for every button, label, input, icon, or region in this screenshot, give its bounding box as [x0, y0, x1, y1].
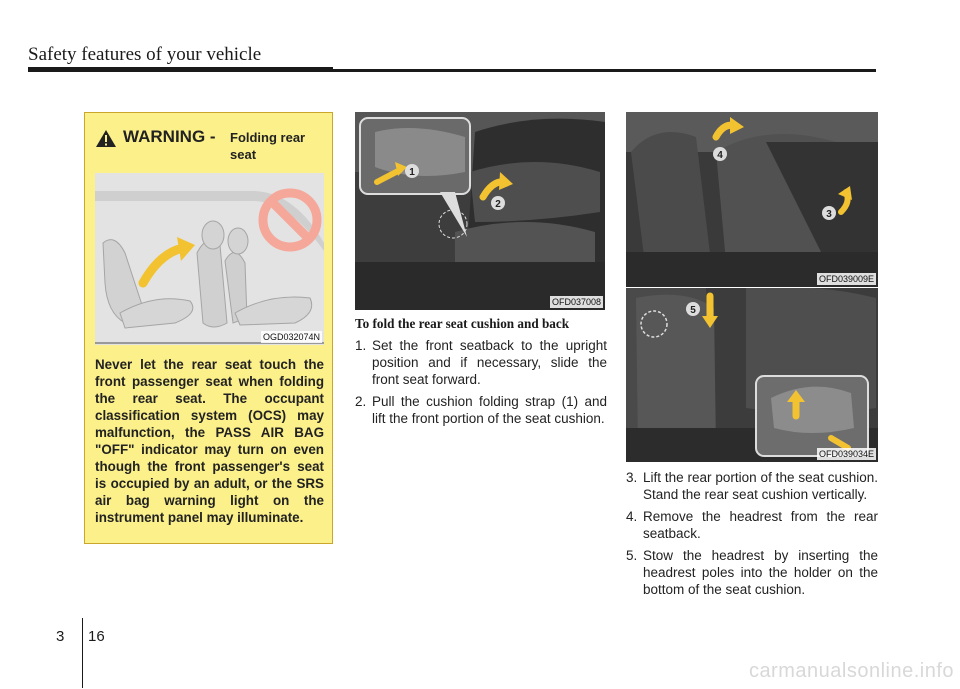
warning-label: WARNING - — [123, 127, 216, 146]
callout-1: 1 — [409, 167, 415, 178]
warning-triangle-icon — [95, 129, 117, 148]
steps-list-middle — [355, 337, 607, 432]
step-number: 3. — [626, 470, 638, 485]
step-item — [626, 508, 878, 542]
seat-illustration — [95, 173, 324, 345]
header-rule-accent — [28, 67, 333, 72]
callout-2: 2 — [495, 199, 501, 210]
image-code: OFD037008 — [551, 297, 601, 307]
photo-stow-headrest — [626, 288, 878, 462]
chapter-number: 3 — [56, 628, 65, 645]
step-number: 2. — [355, 394, 367, 409]
step-text: Pull the cushion folding strap (1) and lift the front portion of the seat cushion. — [372, 394, 607, 426]
photo-stand-cushion — [626, 112, 878, 287]
warning-box — [84, 112, 333, 544]
step-item — [355, 337, 607, 388]
callout-3: 3 — [826, 209, 832, 220]
steps-list-right — [626, 469, 878, 603]
step-item — [355, 393, 607, 427]
image-code: OGD032074N — [262, 332, 320, 342]
step-number: 4. — [626, 509, 638, 524]
step-number: 5. — [626, 548, 638, 563]
step-item — [626, 547, 878, 598]
page-divider — [82, 618, 83, 688]
warning-illustration — [95, 173, 324, 345]
warning-topic: Folding rear seat — [230, 130, 306, 162]
step-item — [626, 469, 878, 503]
image-code: OFD039009E — [818, 274, 874, 284]
section-heading: To fold the rear seat cushion and back — [355, 316, 570, 331]
warning-heading — [95, 123, 325, 173]
photo-fold-cushion — [355, 112, 605, 310]
step-text: Set the front seatback to the upright position and if necessary, slide the front seat forward. — [372, 338, 607, 387]
step-text: Stow the headrest by inserting the headrest poles into the holder on the bottom of the seat cushion. — [643, 548, 878, 597]
page-number: 16 — [88, 628, 105, 645]
callout-5: 5 — [690, 305, 696, 316]
callout-4: 4 — [717, 150, 723, 161]
step-text: Lift the rear portion of the seat cushion. Stand the rear seat cushion vertically. — [643, 470, 878, 502]
step-number: 1. — [355, 338, 367, 353]
warning-text: Never let the rear seat touch the front passenger seat when folding the rear seat. The occupant classification system (OCS) may malfunction, the PASS AIR BAG "OFF" indicator may turn on even though the front passenger's seat is occupied by an adult, or the SRS air bag warning light on the instrument panel may illuminate. — [95, 357, 324, 525]
watermark: carmanualsonline.info — [748, 660, 954, 682]
image-code: OFD039034E — [818, 449, 874, 459]
header-title: Safety features of your vehicle — [28, 44, 262, 65]
step-text: Remove the headrest from the rear seatback. — [643, 509, 878, 541]
